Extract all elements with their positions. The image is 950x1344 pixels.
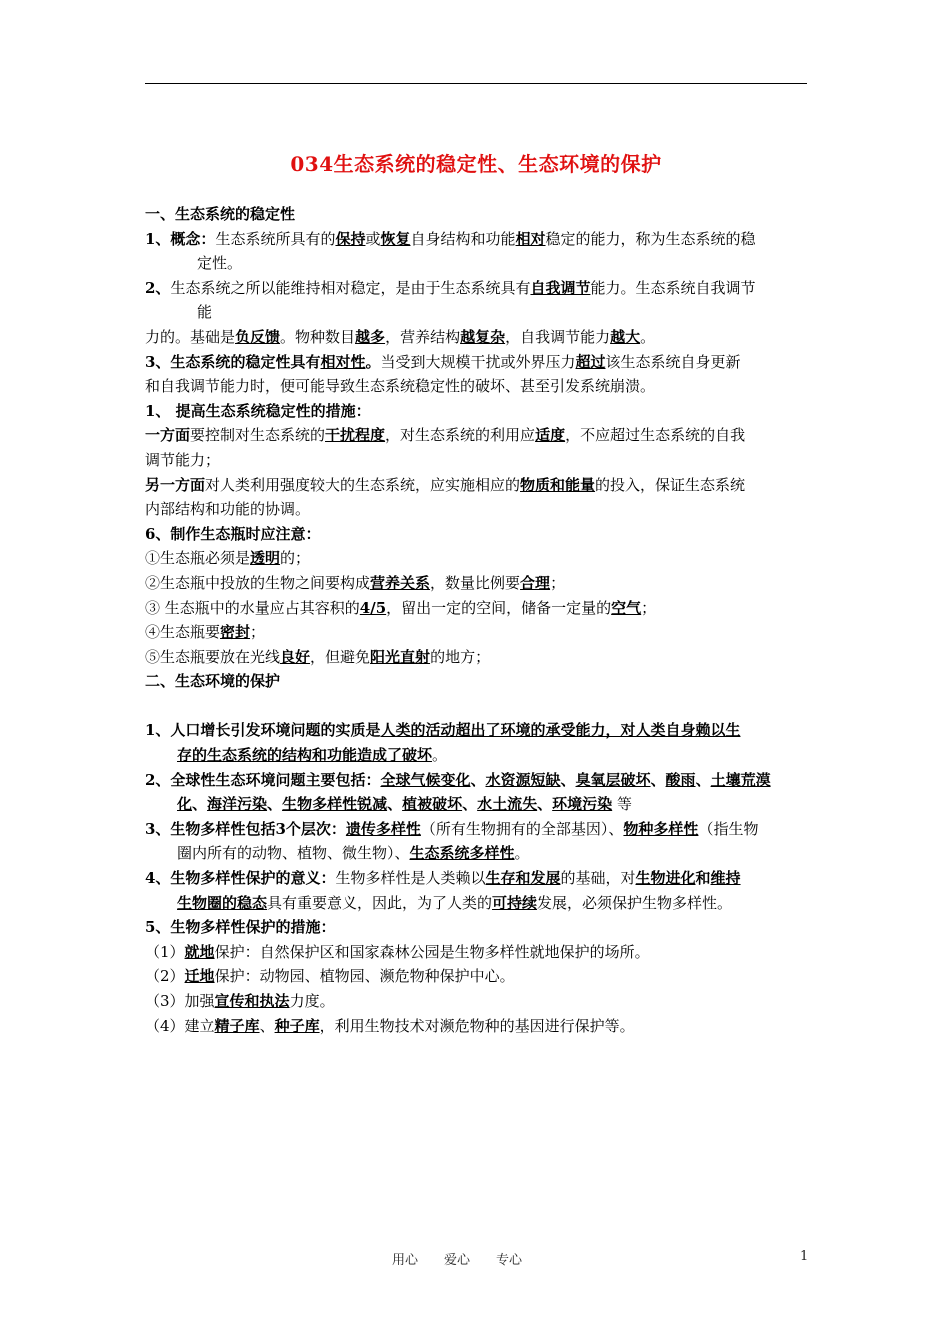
- paragraph-diversity-levels: 3、生物多样性包括3个层次：遗传多样性（所有生物拥有的全部基因）、物种多样性（指生物: [145, 819, 759, 838]
- list-item: （3）加强宣传和执法力度。: [145, 992, 335, 1010]
- paragraph-concept-cont: 定性。: [197, 254, 243, 273]
- subheading-ecobottle: 6、制作生态瓶时应注意：: [145, 524, 321, 543]
- header-rule: [145, 83, 807, 84]
- page-footer: [0, 1249, 950, 1269]
- page-number: 1: [800, 1249, 809, 1264]
- footer-motto: 用心 爱心 专心: [392, 1253, 523, 1268]
- list-item: （1）就地保护：自然保护区和国家森林公园是生物多样性就地保护的场所。: [145, 942, 650, 961]
- paragraph-concept: 1、概念：生态系统所具有的保持或恢复自身结构和功能相对稳定的能力，称为生态系统的稳: [145, 229, 756, 248]
- paragraph-one-hand: 一方面要控制对生态系统的干扰程度，对生态系统的利用应适度，不应超过生态系统的自我: [145, 426, 746, 445]
- paragraph-self-regulation-cont2: 力的。基础是负反馈。物种数目越多，营养结构越复杂，自我调节能力越大。: [145, 327, 656, 346]
- list-item: （2）迁地保护：动物园、植物园、濒危物种保护中心。: [145, 967, 515, 986]
- paragraph-diversity-levels-cont: 圈内所有的动物、植物、微生物）、生态系统多样性。: [177, 844, 530, 863]
- paragraph-global-issues-cont: 化、海洋污染、生物多样性锐减、植被破坏、水土流失、环境污染 等: [177, 795, 632, 814]
- paragraph-other-hand: 另一方面对人类利用强度较大的生态系统，应实施相应的物质和能量的投入，保证生态系统: [145, 475, 746, 494]
- list-item: ⑤生态瓶要放在光线良好，但避免阳光直射的地方；: [145, 647, 491, 666]
- paragraph-population: 1、人口增长引发环境问题的实质是人类的活动超出了环境的承受能力，对人类自身赖以生: [145, 721, 741, 740]
- paragraph-relativity-cont: 和自我调节能力时，便可能导致生态系统稳定性的破坏、甚至引发系统崩溃。: [145, 377, 656, 396]
- section-heading-1: 一、生态系统的稳定性: [145, 205, 296, 223]
- list-item: ④生态瓶要密封；: [145, 623, 266, 642]
- blank-line: [145, 694, 807, 719]
- paragraph-significance-cont: 生物圈的稳态具有重要意义，因此，为了人类的可持续发展，必须保护生物多样性。: [177, 893, 733, 912]
- section-heading-2: 二、生态环境的保护: [145, 672, 281, 691]
- list-item: ②生态瓶中投放的生物之间要构成营养关系，数量比例要合理；: [145, 573, 566, 592]
- list-item: ①生态瓶必须是透明的；: [145, 549, 311, 568]
- list-item: （4）建立精子库、种子库，利用生物技术对濒危物种的基因进行保护等。: [145, 1016, 635, 1035]
- paragraph-significance: 4、生物多样性保护的意义：生物多样性是人类赖以生存和发展的基础，对生物进化和维持: [145, 869, 741, 888]
- paragraph-relativity: 3、生态系统的稳定性具有相对性。当受到大规模干扰或外界压力超过该生态系统自身更新: [145, 352, 741, 371]
- document-title: 034生态系统的稳定性、生态环境的保护: [290, 152, 662, 176]
- paragraph-self-regulation-cont: 能: [197, 303, 213, 322]
- paragraph-population-cont: 存的生态系统的结构和功能造成了破坏。: [177, 746, 448, 765]
- paragraph-one-hand-cont: 调节能力；: [145, 450, 221, 469]
- paragraph-global-issues: 2、全球性生态环境问题主要包括：全球气候变化、水资源短缺、臭氧层破坏、酸雨、土壤荒漠: [145, 770, 771, 789]
- subheading-measures: 1、 提高生态系统稳定性的措施：: [145, 401, 371, 420]
- document-body: [145, 202, 807, 1038]
- list-item: ③ 生态瓶中的水量应占其容积的4/5，留出一定的空间，储备一定量的空气；: [145, 598, 657, 617]
- paragraph-other-hand-cont: 内部结构和功能的协调。: [145, 500, 311, 519]
- paragraph-self-regulation: 2、生态系统之所以能维持相对稳定，是由于生态系统具有自我调节能力。生态系统自我调节: [145, 278, 756, 297]
- subheading-protection-measures: 5、生物多样性保护的措施：: [145, 918, 336, 937]
